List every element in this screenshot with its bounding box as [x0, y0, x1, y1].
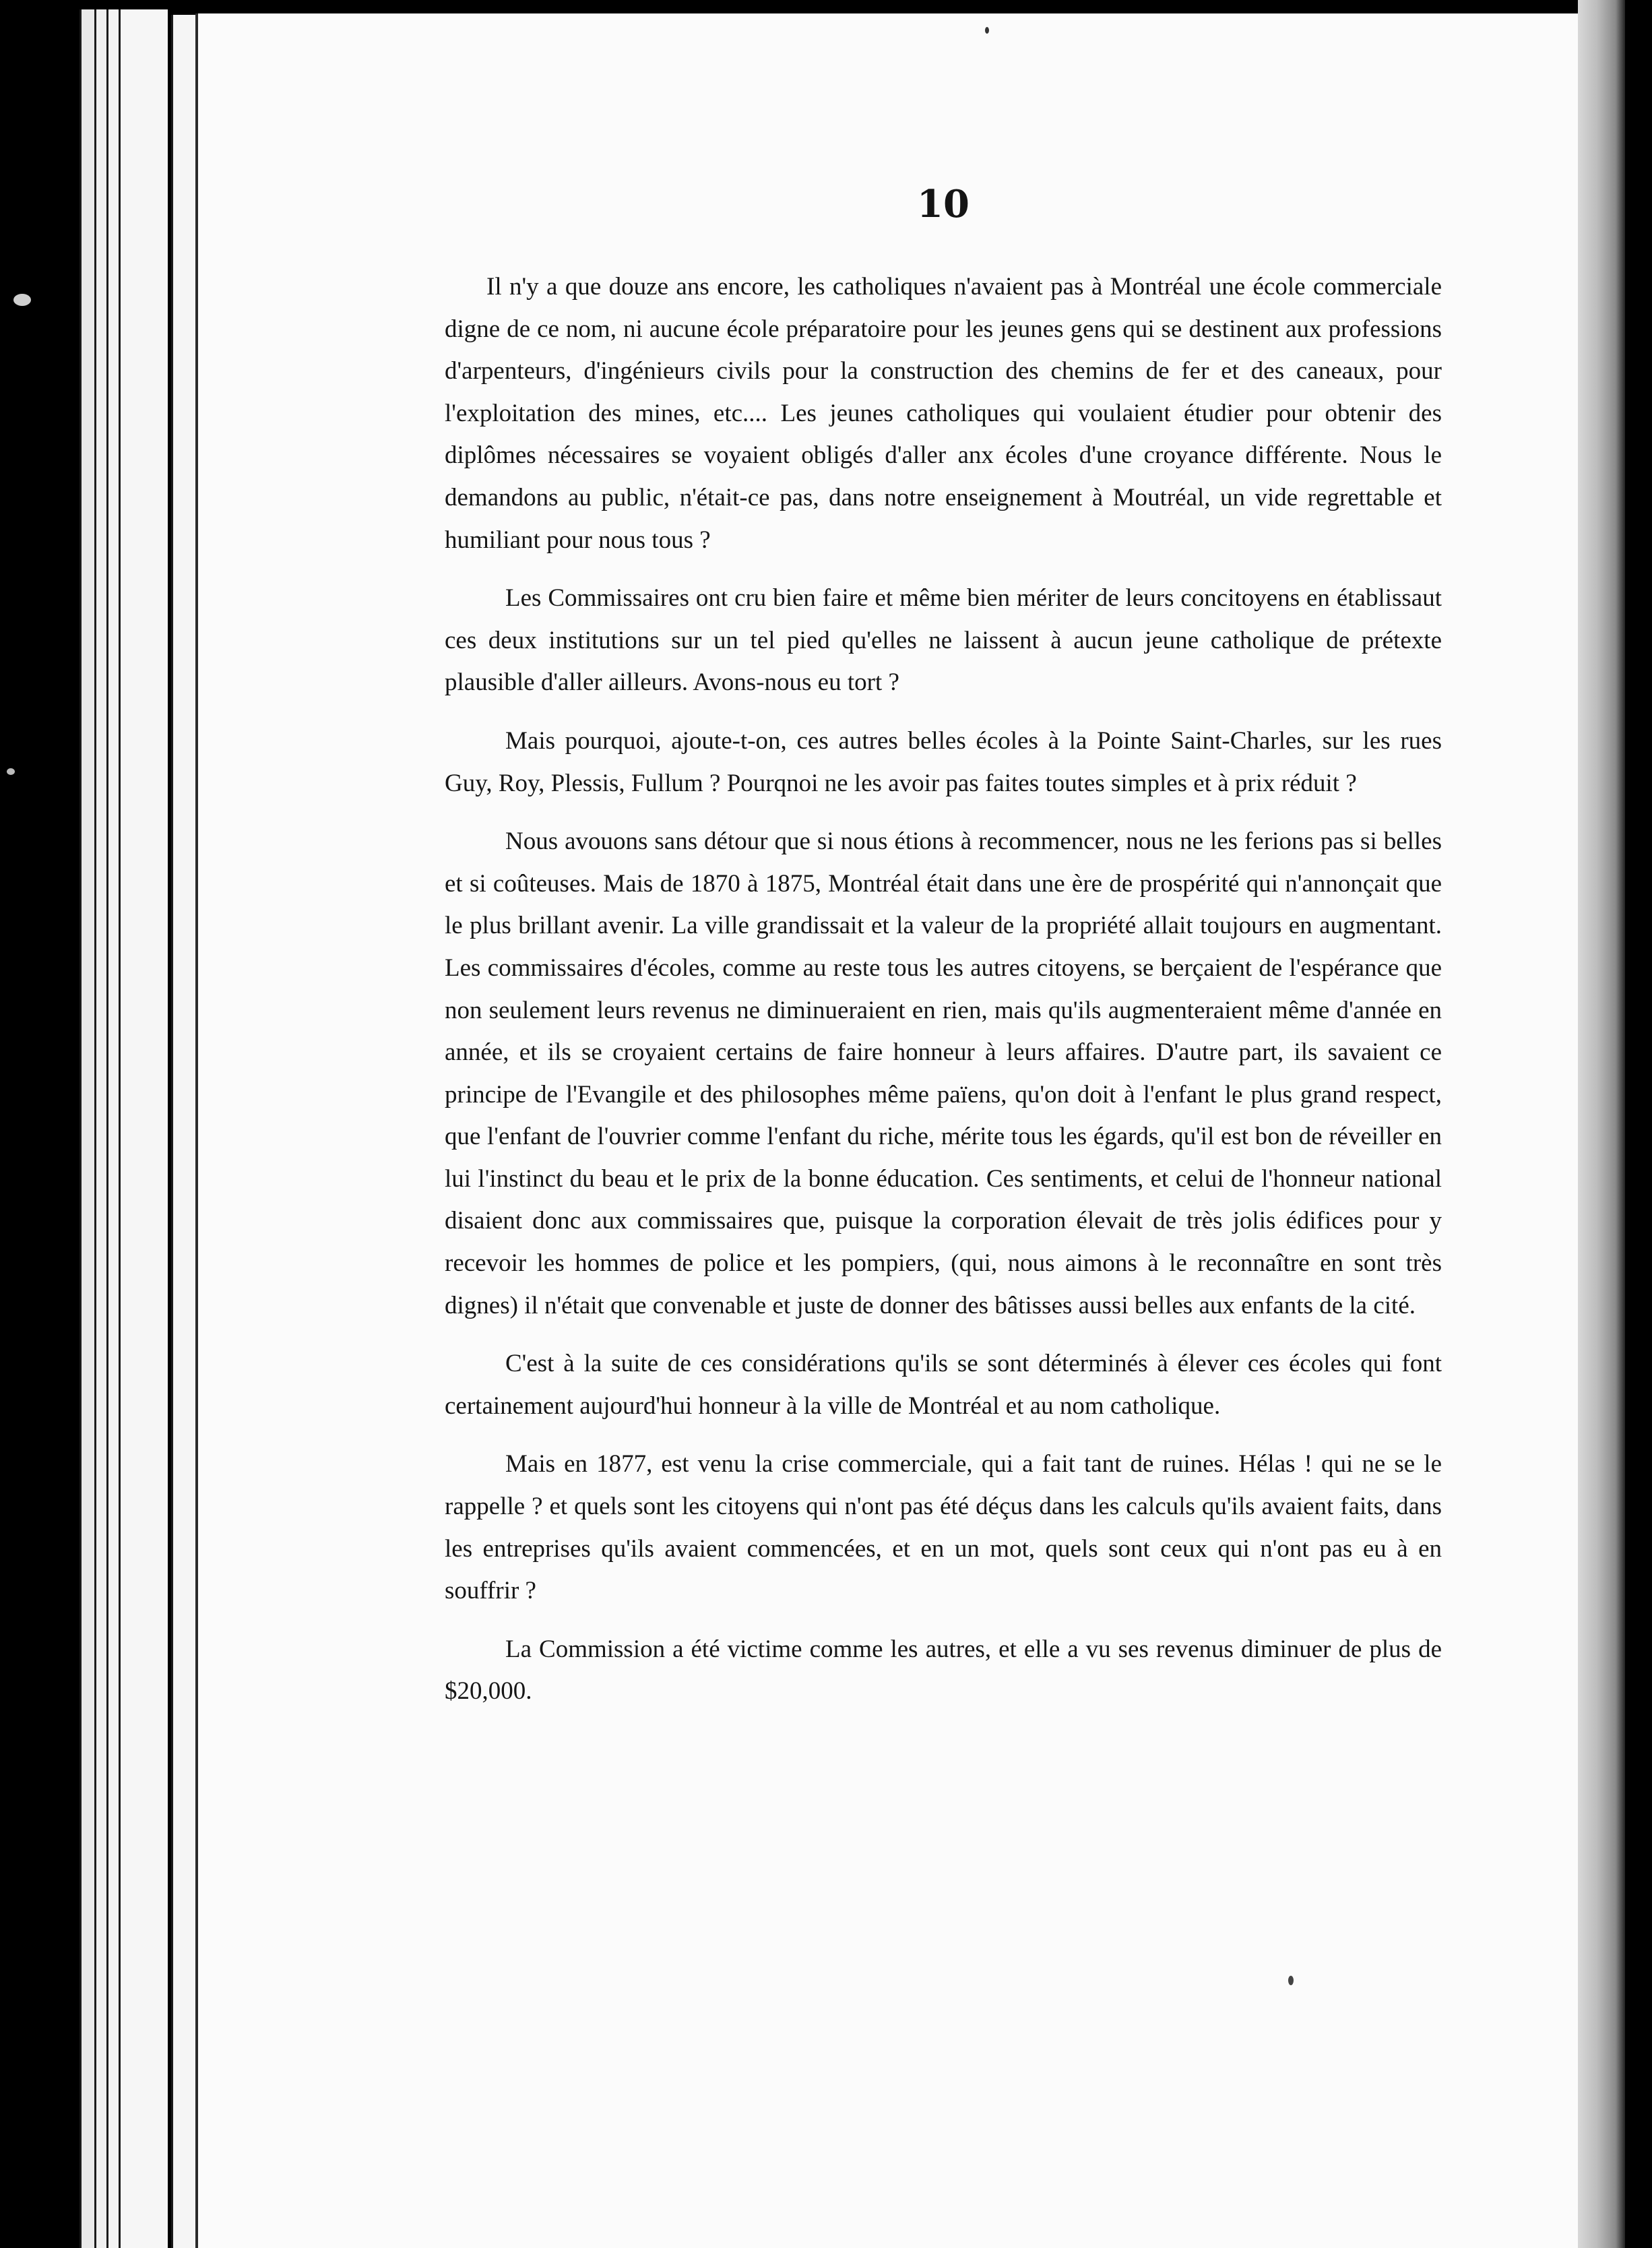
- page-gutter: [1578, 0, 1625, 2248]
- paragraph: Mais en 1877, est venu la crise commerciale, qui a fait tant de ruines. Hélas ! qui ne se le rappelle ? et quels sont les citoyens qui n'ont pas été déçus dans les calculs qu'ils avaient faits, dans les entreprises qu'ils avaient commencées, et en un mot, quels sont ceux qui n'ont pas eu à en souffrir ?: [445, 1450, 1442, 1605]
- scan-speck: [13, 294, 31, 306]
- paragraph: Les Commissaires ont cru bien faire et même bien mériter de leurs concitoyens en établissaut ces deux institutions sur un tel pied qu'elles ne laissent à aucun jeune catholique de prétexte plausible d'aller ailleurs. Avons-nous eu tort ?: [445, 584, 1442, 697]
- body-text: [445, 266, 1442, 1729]
- paragraph: C'est à la suite de ces considérations qu'ils se sont déterminés à élever ces écoles qui font certainement aujourd'hui honneur à la ville de Montréal et au nom catholique.: [445, 1350, 1442, 1420]
- scan-speck: [1288, 1976, 1294, 1985]
- paragraph: La Commission a été victime comme les autres, et elle a vu ses revenus diminuer de plus de $20,000.: [445, 1635, 1442, 1706]
- scan-speck: [985, 27, 989, 34]
- paragraph: Il n'y a que douze ans encore, les catholiques n'avaient pas à Montréal une école commerciale digne de ce nom, ni aucune école préparatoire pour les jeunes gens qui se destinent aux professions d'arpenteurs, d'ingénieurs civils pour la construction des chemins de fer et des caneaux, pour l'exploitation des mines, etc.... Les jeunes catholiques qui voulaient étudier pour obtenir des diplômes nécessaires se voyaient obligés d'aller anx écoles d'une croyance différente. Nous le demandons au public, n'était-ce pas, dans notre enseignement à Moutréal, un vide regrettable et humiliant pour nous tous ?: [445, 273, 1442, 554]
- page-edge: [119, 9, 168, 2248]
- paragraph: Mais pourquoi, ajoute-t-on, ces autres belles écoles à la Pointe Saint-Charles, sur les rues Guy, Roy, Plessis, Fullum ? Pourqnoi ne les avoir pas faites toutes simples et à prix réduit ?: [445, 726, 1442, 797]
- scan-speck: [7, 768, 15, 775]
- paragraph: Nous avouons sans détour que si nous étions à recommencer, nous ne les ferions pas si belles et si coûteuses. Mais de 1870 à 1875, Montréal était dans une ère de prospérité qui n'annonçait que le plus brillant avenir. La ville grandissait et la valeur de la propriété allait toujours en augmentant. Les commissaires d'écoles, comme au reste tous les autres citoyens, se berçaient de l'espérance que non seulement leurs revenus ne diminueraient en rien, mais qu'ils augmenteraient même d'année en année, et ils se croyaient certains de faire honneur à leurs affaires. D'autre part, ils savaient ce principe de l'Evangile et des philosophes même païens, qu'on doit à l'enfant le plus grand respect, que l'enfant de l'ouvrier comme l'enfant du riche, mérite tous les égards, qu'il est bon de réveiller en lui l'instinct du beau et le prix de la bonne éducation. Ces sentiments, et celui de l'honneur national disaient donc aux commissaires que, puisque la corporation élevait de très jolis édifices pour y recevoir les hommes de police et les pompiers, (qui, nous aimons à le reconnaître en sont très dignes) il n'était que convenable et juste de donner des bâtisses aussi belles aux enfants de la cité.: [445, 828, 1442, 1319]
- page-number: 10: [917, 182, 970, 226]
